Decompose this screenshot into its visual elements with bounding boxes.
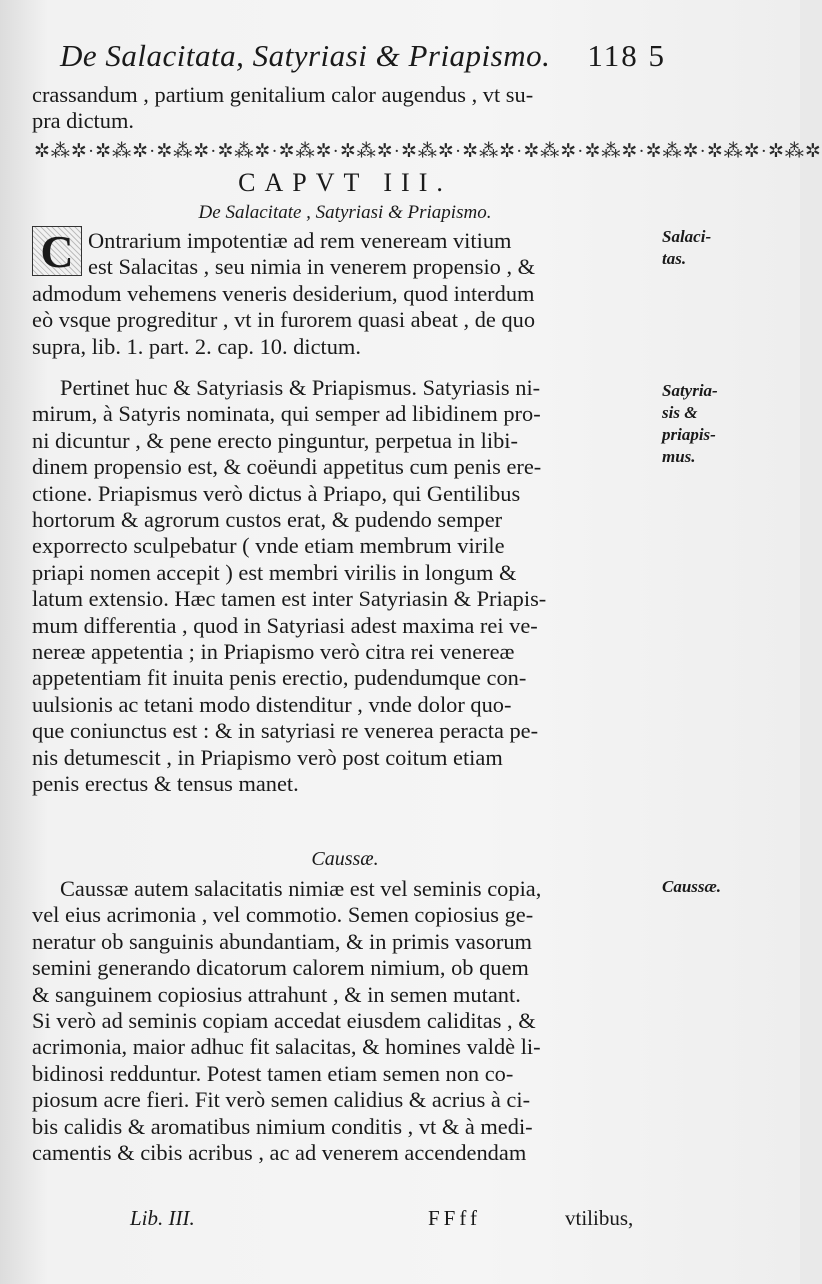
margin-line: sis & xyxy=(662,403,698,422)
margin-line: tas. xyxy=(662,249,687,268)
margin-note-caussae xyxy=(662,876,782,898)
text-line: supra, lib. 1. part. 2. cap. 10. dictum. xyxy=(32,333,361,359)
running-header xyxy=(60,38,666,74)
paragraph-3 xyxy=(32,876,656,1166)
text-line: piosum acre fieri. Fit verò semen calidius & acrius à ci- xyxy=(32,1087,531,1113)
text-line: bis calidis & aromatibus nimium conditis , vt & à medi- xyxy=(32,1113,533,1139)
drop-cap: C xyxy=(32,226,82,276)
running-title: De Salacitata, Satyriasi & Priapismo. xyxy=(60,38,551,73)
margin-line: Salaci- xyxy=(662,227,712,246)
text-line: uulsionis ac tetani modo distenditur , vnde dolor quo- xyxy=(32,691,512,717)
catchword: vtilibus, xyxy=(565,1206,634,1230)
text-line: pra dictum. xyxy=(32,108,134,134)
text-line: Pertinet huc & Satyriasis & Priapismus. Satyriasis ni- xyxy=(60,375,541,400)
text-line: priapi nomen accepit ) est membri virilis in longum & xyxy=(32,559,517,585)
text-line: & sanguinem copiosius attrahunt , & in semen mutant. xyxy=(32,981,521,1007)
text-line: vel eius acrimonia , vel commotio. Semen copiosius ge- xyxy=(32,902,534,928)
chapter-subtitle: De Salacitate , Satyriasi & Priapismo. xyxy=(198,202,492,223)
text-line: ni dicuntur , & pene erecto pinguntur, perpetua in libi- xyxy=(32,427,518,453)
margin-note-salacitas xyxy=(662,226,782,270)
chapter-heading: CAPVT III. xyxy=(238,168,452,197)
text-line: mum differentia , quod in Satyriasi adest maxima rei ve- xyxy=(32,612,538,638)
section-heading: Caussæ. xyxy=(311,848,379,870)
signature-book: Lib. III. xyxy=(130,1206,195,1230)
text-line: bidinosi redduntur. Potest tamen etiam semen non co- xyxy=(32,1060,514,1086)
text-line: admodum vehemens veneris desiderium, quod interdum xyxy=(32,280,535,306)
text-line: appetentiam fit inuita penis erectio, pudendumque con- xyxy=(32,665,527,691)
margin-line: Caussæ. xyxy=(662,877,722,896)
text-line: nis detumescit , in Priapismo verò post coitum etiam xyxy=(32,744,503,770)
intro-fragment xyxy=(32,82,656,135)
text-line: Si verò ad seminis copiam accedat eiusdem caliditas , & xyxy=(32,1008,536,1034)
signature-mark: FFff xyxy=(428,1206,481,1230)
text-line: neratur ob sanguinis abundantiam, & in primis vasorum xyxy=(32,928,532,954)
text-line: est Salacitas , seu nimia in venerem propensio , & xyxy=(88,254,536,280)
margin-line: mus. xyxy=(662,447,696,466)
margin-line: Satyria- xyxy=(662,381,718,400)
text-line: penis erectus & tensus manet. xyxy=(32,771,299,797)
paragraph-2 xyxy=(32,375,656,798)
text-line: eò vsque progreditur , vt in furorem quasi abeat , de quo xyxy=(32,307,536,333)
text-line: latum extensio. Hæc tamen est inter Satyriasin & Priapis- xyxy=(32,586,547,612)
text-line: camentis & cibis acribus , ac ad venerem accendendam xyxy=(32,1140,527,1166)
ornamental-divider: ✲⁂✲·✲⁂✲·✲⁂✲·✲⁂✲·✲⁂✲·✲⁂✲·✲⁂✲·✲⁂✲·✲⁂✲·✲⁂✲·✲⁂✲·✲⁂✲·✲⁂✲ xyxy=(34,141,822,162)
text-line: crassandum , partium genitalium calor augendus , vt su- xyxy=(32,82,534,107)
text-line: que coniunctus est : & in satyriasi re venerea peracta pe- xyxy=(32,718,539,744)
text-line: semini generando dicatorum calorem nimium, ob quem xyxy=(32,955,529,981)
margin-note-satyriasis xyxy=(662,380,782,468)
text-line: exporrecto sculpebatur ( vnde etiam membrum virile xyxy=(32,533,505,559)
margin-line: priapis- xyxy=(662,425,716,444)
text-line: dinem propensio est, & coëundi appetitus cum penis ere- xyxy=(32,454,542,480)
text-line: Caussæ autem salacitatis nimiæ est vel seminis copia, xyxy=(60,876,542,901)
page-footer xyxy=(0,1206,800,1238)
text-line: mirum, à Satyris nominata, qui semper ad libidinem pro- xyxy=(32,401,541,427)
text-line: acrimonia, maior adhuc fit salacitas, & homines valdè li- xyxy=(32,1034,541,1060)
text-line: nereæ appetentia ; in Priapismo verò citra rei venereæ xyxy=(32,639,515,665)
text-line: ctione. Priapismus verò dictus à Priapo, qui Gentilibus xyxy=(32,480,521,506)
text-line: Ontrarium impotentiæ ad rem veneream vitium xyxy=(88,228,512,253)
page-number: 118 5 xyxy=(587,38,666,73)
paragraph-1 xyxy=(32,228,656,360)
text-line: hortorum & agrorum custos erat, & pudendo semper xyxy=(32,507,503,533)
